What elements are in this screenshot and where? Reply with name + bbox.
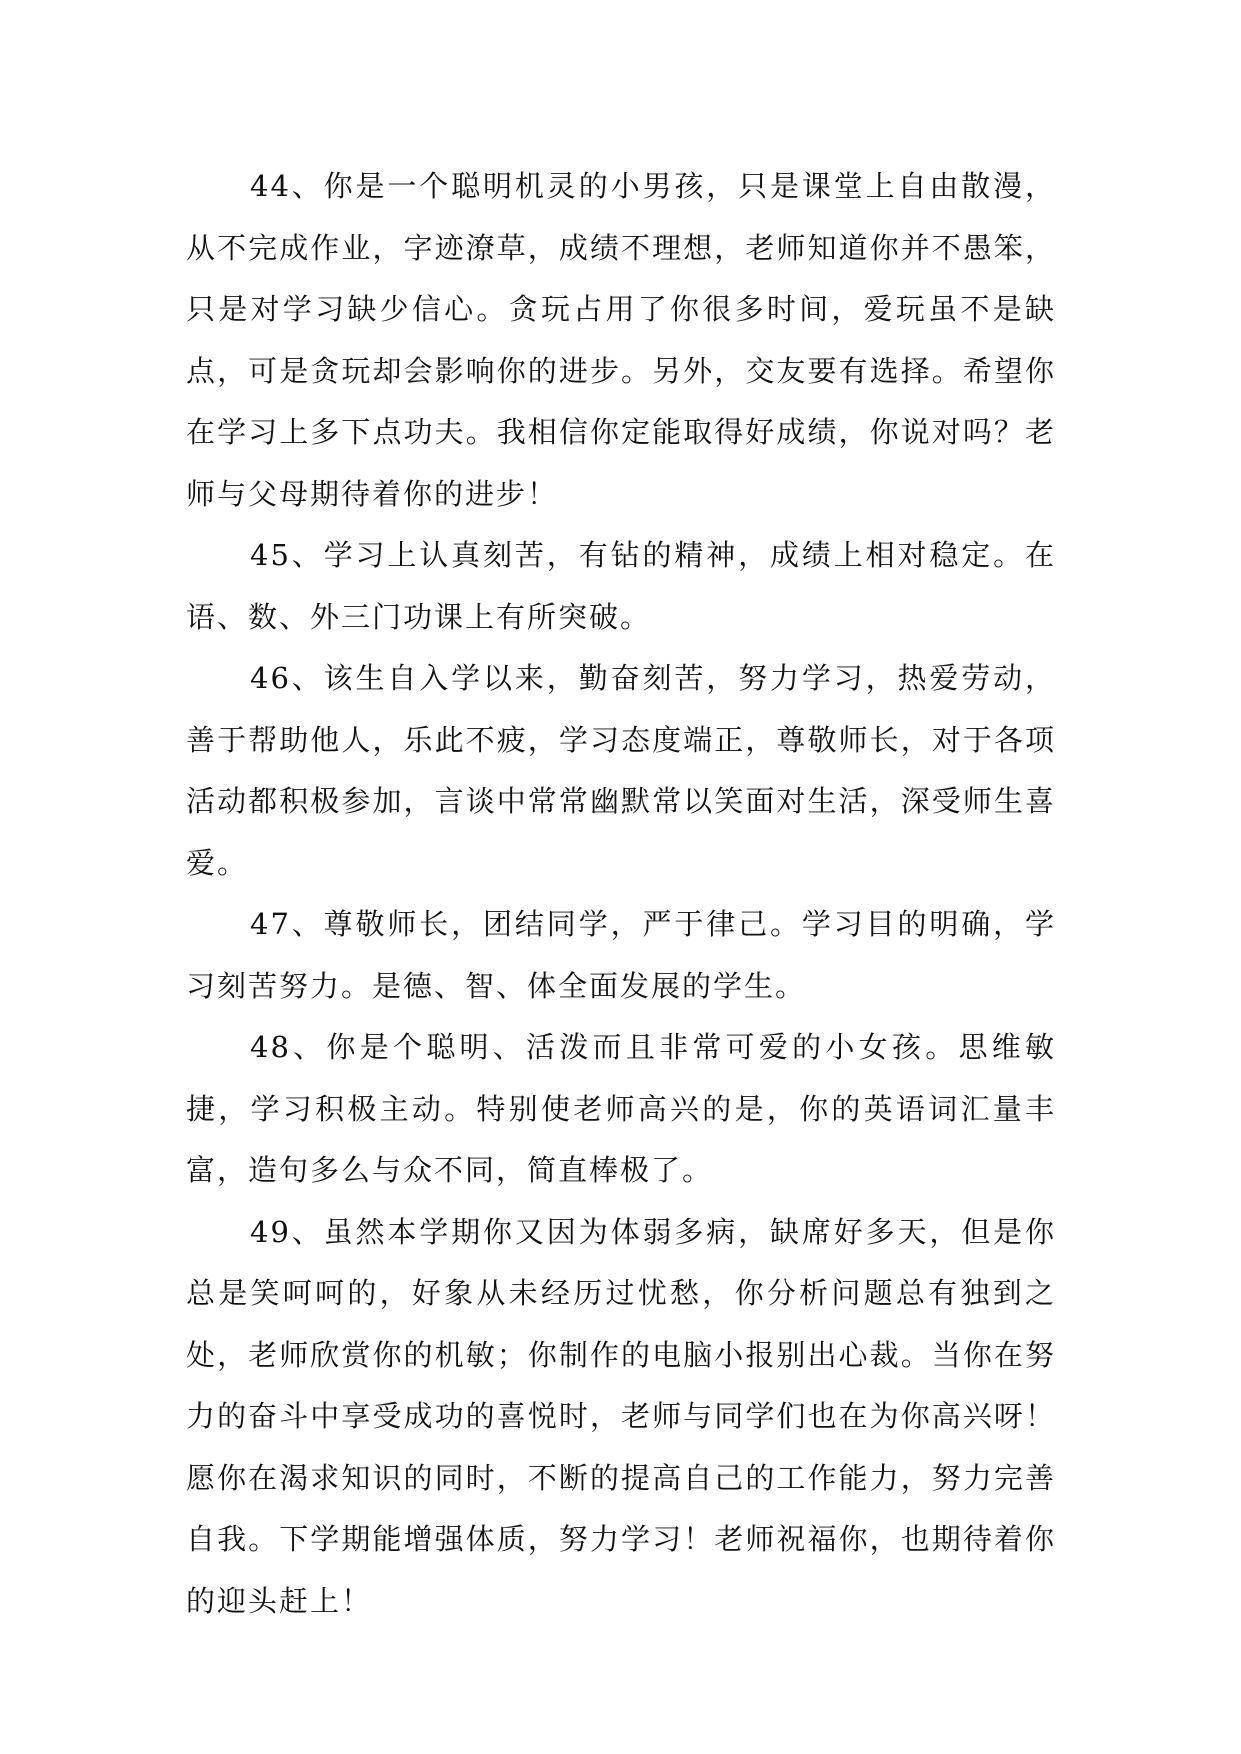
paragraph-44: 44、你是一个聪明机灵的小男孩，只是课堂上自由散漫，从不完成作业，字迹潦草，成绩不理想，老师知道你并不愚笨，只是对学习缺少信心。贪玩占用了你很多时间，爱玩虽不是缺点，可是贪玩却会影响你的进步。另外，交友要有选择。希望你在学习上多下点功夫。我相信你定能取得好成绩，你说对吗？老师与父母期待着你的进步！ xyxy=(186,169,1056,511)
paragraph-48: 48、你是个聪明、活泼而且非常可爱的小女孩。思维敏捷，学习积极主动。特别使老师高兴的是，你的英语词汇量丰富，造句多么与众不同，简直棒极了。 xyxy=(186,1030,1056,1187)
document-body xyxy=(186,156,1056,1632)
paragraph-45: 45、学习上认真刻苦，有钻的精神，成绩上相对稳定。在语、数、外三门功课上有所突破。 xyxy=(186,538,1056,634)
paragraph-46: 46、该生自入学以来，勤奋刻苦，努力学习，热爱劳动，善于帮助他人，乐此不疲，学习态度端正，尊敬师长，对于各项活动都积极参加，言谈中常常幽默常以笑面对生活，深受师生喜爱。 xyxy=(186,661,1056,880)
paragraph-49: 49、虽然本学期你又因为体弱多病，缺席好多天，但是你总是笑呵呵的，好象从未经历过忧愁，你分析问题总有独到之处，老师欣赏你的机敏；你制作的电脑小报别出心裁。当你在努力的奋斗中享受成功的喜悦时，老师与同学们也在为你高兴呀！愿你在渴求知识的同时，不断的提高自己的工作能力，努力完善自我。下学期能增强体质，努力学习！老师祝福你，也期待着你的迎头赶上！ xyxy=(186,1214,1056,1618)
paragraph-47: 47、尊敬师长，团结同学，严于律己。学习目的明确，学习刻苦努力。是德、智、体全面发展的学生。 xyxy=(186,907,1056,1003)
